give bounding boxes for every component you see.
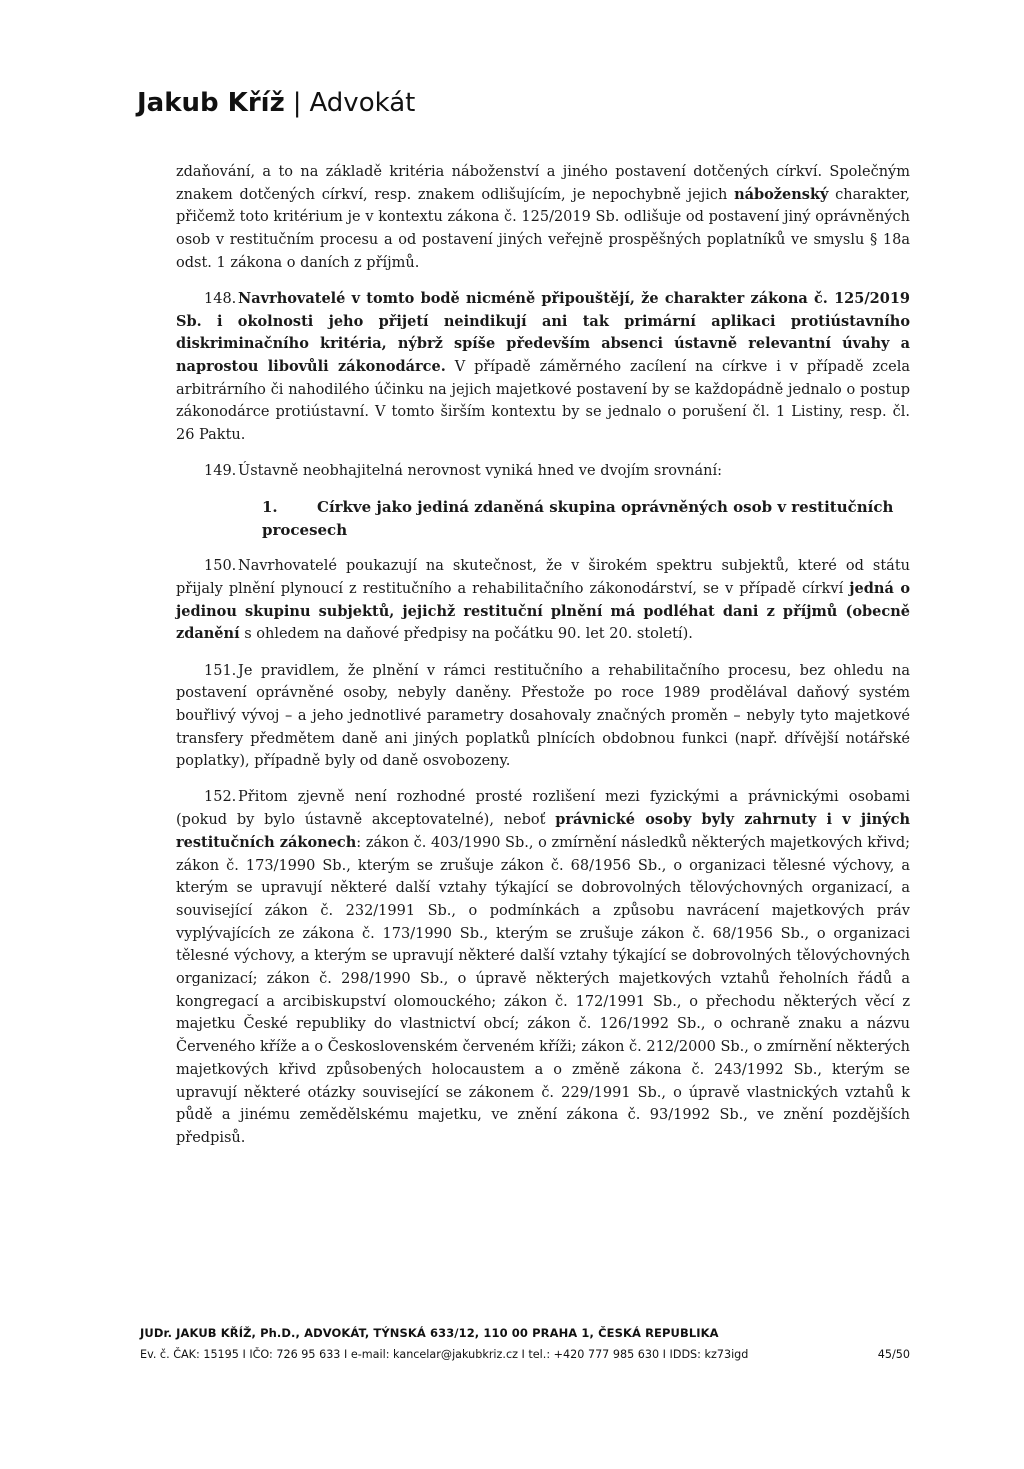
paragraph-number: 152. xyxy=(204,789,237,806)
footer-contacts-row xyxy=(140,1348,910,1361)
paragraph-148-bold: Navrhovatelé v tomto bodě nicméně připouštějí, že charakter zákona č. 125/2019 Sb. i okolnosti jeho přijetí neindikují ani tak primární aplikaci protiústavního diskriminačního kritéria, nýbrž spíše především absenci ústavně relevantní úvahy a naprostou libovůli zákonodárce. xyxy=(176,289,910,376)
paragraph-148 xyxy=(176,288,910,447)
paragraph-150-bold: jedná o jedinou skupinu subjektů, jejichž restituční plnění má podléhat dani z příjmů (obecně zdanění xyxy=(176,580,910,643)
paragraph-148-rest: V případě záměrného zacílení na církve i v případě zcela arbitrárního či nahodilého účinku na jejich majetkové postavení by se každopádně jednalo o postup zákonodárce protiústavní. V tomto širším kontextu by se jednalo o porušení čl. 1 Listiny, resp. čl. 26 Paktu. xyxy=(176,359,910,444)
author-name: Jakub Kříž xyxy=(137,88,285,118)
header-separator: | xyxy=(292,88,302,118)
paragraph-number: 148. xyxy=(204,290,237,307)
intro-bold: náboženský xyxy=(734,185,829,203)
paragraph-151 xyxy=(176,660,910,774)
paragraph-number: 150. xyxy=(204,558,237,575)
paragraph-150-text: Navrhovatelé poukazují na skutečnost, že v širokém spektru subjektů, které od státu přijaly plnění plynoucí z restitučního a rehabilitačního zákonodárství, se v případě církví xyxy=(176,558,910,598)
paragraph-152-text: Přitom zjevně není rozhodné prosté rozlišení mezi fyzickými a právnickými osobami (pokud by bylo ústavně akceptovatelné), neboť xyxy=(176,789,910,829)
paragraph-number: 149. xyxy=(204,463,237,480)
paragraph-149 xyxy=(176,460,910,483)
intro-rest: charakter, přičemž toto kritérium je v kontextu zákona č. 125/2019 Sb. odlišuje od postavení jiný oprávněných osob v restitučním procesu a od postavení jiných veřejně prospěšných poplatníků ve smyslu § 18a odst. 1 zákona o daních z příjmů. xyxy=(176,186,910,271)
page-footer xyxy=(140,1326,910,1361)
paragraph-150 xyxy=(176,555,910,646)
footer-address: JUDr. JAKUB KŘÍŽ, Ph.D., ADVOKÁT, TÝNSKÁ 633/12, 110 00 PRAHA 1, ČESKÁ REPUBLIKA xyxy=(140,1326,719,1340)
paragraph-152-rest: : zákon č. 403/1990 Sb., o zmírnění následků některých majetkových křivd; zákon č. 173/1990 Sb., kterým se zrušuje zákon č. 68/1956 Sb., o organizaci tělesné výchovy, a kterým se upravují některé další vztahy týkající se dobrovolných tělovýchovných organizací, a související zákon č. 232/1991 Sb., o podmínkách a způsobu navrácení majetkových práv vyplývajících ze zákona č. 173/1990 Sb., kterým se zrušuje zákon č. 68/1956 Sb., o organizaci tělesné výchovy, a kterým se upravují některé další vztahy týkající se dobrovolných tělovýchovných organizací; zákon č. 298/1990 Sb., o úpravě některých majetkových vztahů řeholních řádů a kongregací a arcibiskupství olomouckého; zákon č. 172/1991 Sb., o přechodu některých věcí z majetku České republiky do vlastnictví obcí; zákon č. 126/1992 Sb., o ochraně znaku a názvu Červeného kříže a o Československém červeném kříži; zákon č. 212/2000 Sb., o zmírnění některých majetkových křivd způsobených holocaustem a o změně zákona č. 243/1992 Sb., kterým se upravují některé otázky související se zákonem č. 229/1991 Sb., o úpravě vlastnických vztahů k půdě a jinému zemědělskému majetku, ve znění zákona č. 93/1992 Sb., ve znění pozdějších předpisů. xyxy=(176,834,910,1146)
document-body xyxy=(176,161,910,1163)
section-heading xyxy=(176,496,910,542)
paragraph-151-text: Je pravidlem, že plnění v rámci restitučního a rehabilitačního procesu, bez ohledu na postavení oprávněné osoby, nebyly daněny. Přestože po roce 1989 prodělával daňový systém bouřlivý vývoj – a jeho jednotlivé parametry dosahovaly značných proměn – nebyly tyto majetkové transfery předmětem daně ani jiných poplatků plnících obdobnou funkci (např. dřívější notářské poplatky), případně byly od daně osvobozeny. xyxy=(176,662,910,770)
paragraph-152 xyxy=(176,786,910,1149)
paragraph-150-rest: s ohledem na daňové předpisy na počátku 90. let 20. století). xyxy=(244,626,693,643)
intro-text: zdaňování, a to na základě kritéria náboženství a jiného postavení dotčených církví. Společným znakem dotčených církví, resp. znakem odlišujícím, je nepochybně jejich xyxy=(176,164,910,203)
footer-contacts: Ev. č. ČAK: 15195 I IČO: 726 95 633 I e-mail: kancelar@jakubkriz.cz I tel.: +420 777 985 630 I IDDS: kz73igd xyxy=(140,1348,749,1361)
paragraph-number: 151. xyxy=(204,662,237,679)
author-title: Advokát xyxy=(309,88,416,118)
intro-paragraph xyxy=(176,161,910,275)
letterhead xyxy=(137,88,415,118)
page-number: 45/50 xyxy=(877,1348,910,1361)
section-number: 1. xyxy=(262,498,278,517)
paragraph-152-bold: právnické osoby byly zahrnuty i v jiných restitučních zákonech xyxy=(176,811,910,851)
section-title-line1: Církve jako jediná zdaněná skupina oprávněných osob v restitučních xyxy=(317,498,894,517)
section-title-line2: procesech xyxy=(262,521,348,540)
paragraph-149-text: Ústavně neobhajitelná nerovnost vyniká hned ve dvojím srovnání: xyxy=(238,463,723,480)
